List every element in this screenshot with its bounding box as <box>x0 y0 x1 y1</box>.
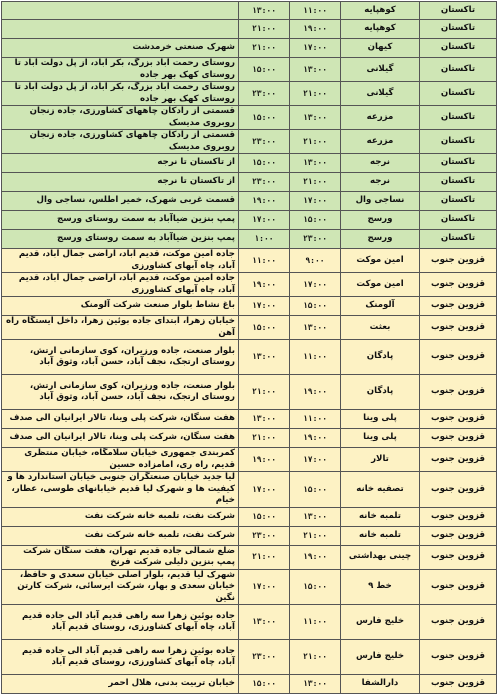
area-cell: پمپ بنزین ضیاآباد به سمت روستای ورسج <box>2 230 239 249</box>
schedule-row <box>2 526 497 545</box>
region-cell: قزوین جنوب <box>420 273 497 297</box>
feeder-cell: گیلانی <box>341 58 420 82</box>
start-time-cell: ۲۱:۰۰ <box>290 82 341 106</box>
schedule-row <box>2 472 497 508</box>
end-time-cell: ۱۹:۰۰ <box>239 192 290 211</box>
end-time-cell: ۱۵:۰۰ <box>239 154 290 173</box>
schedule-row <box>2 316 497 340</box>
feeder-cell: نرجه <box>341 173 420 192</box>
area-cell <box>2 2 239 20</box>
end-time-cell: ۱۵:۰۰ <box>239 58 290 82</box>
area-cell: هفت سنگان، شرکت پلی وینا، تالار ایرانیان الی صدف <box>2 429 239 448</box>
end-time-cell: ۱۹:۰۰ <box>239 448 290 472</box>
start-time-cell: ۱۹:۰۰ <box>290 545 341 569</box>
start-time-cell: ۱۱:۰۰ <box>290 340 341 375</box>
schedule-row <box>2 429 497 448</box>
feeder-cell: امین موکت <box>341 249 420 273</box>
region-cell: قزوین جنوب <box>420 297 497 316</box>
start-time-cell: ۱۱:۰۰ <box>290 2 341 20</box>
start-time-cell: ۲۱:۰۰ <box>290 130 341 154</box>
region-cell: قزوین جنوب <box>420 316 497 340</box>
end-time-cell: ۱۳:۰۰ <box>239 2 290 20</box>
area-cell <box>2 20 239 39</box>
region-cell: تاکستان <box>420 154 497 173</box>
start-time-cell: ۱۵:۰۰ <box>290 297 341 316</box>
start-time-cell: ۱۳:۰۰ <box>290 58 341 82</box>
region-cell: قزوین جنوب <box>420 429 497 448</box>
end-time-cell: ۱۷:۰۰ <box>239 569 290 605</box>
feeder-cell: چینی بهداشتی <box>341 545 420 569</box>
feeder-cell: پلی وینا <box>341 429 420 448</box>
end-time-cell: ۱:۰۰ <box>239 230 290 249</box>
schedule-row <box>2 675 497 694</box>
start-time-cell: ۱۵:۰۰ <box>290 569 341 605</box>
start-time-cell: ۱۵:۰۰ <box>290 211 341 230</box>
end-time-cell: ۱۵:۰۰ <box>239 675 290 694</box>
feeder-cell: تلمبه خانه <box>341 526 420 545</box>
end-time-cell: ۱۵:۰۰ <box>239 507 290 526</box>
area-cell: شرکت نفت، تلمبه خانه شرکت نفت <box>2 526 239 545</box>
region-cell: قزوین جنوب <box>420 340 497 375</box>
start-time-cell: ۲۳:۰۰ <box>290 230 341 249</box>
end-time-cell: ۲۱:۰۰ <box>239 429 290 448</box>
feeder-cell: گیلانی <box>341 82 420 106</box>
region-cell: تاکستان <box>420 130 497 154</box>
start-time-cell: ۱۳:۰۰ <box>290 154 341 173</box>
schedule-row <box>2 106 497 130</box>
region-cell: قزوین جنوب <box>420 249 497 273</box>
start-time-cell: ۱۳:۰۰ <box>290 316 341 340</box>
end-time-cell: ۱۳:۰۰ <box>239 605 290 640</box>
schedule-row <box>2 130 497 154</box>
start-time-cell: ۱۷:۰۰ <box>290 448 341 472</box>
schedule-row <box>2 20 497 39</box>
area-cell: کمربندی جمهوری خیابان سلامگاه، خیابان منتظری قدیم، راه ری، امامزاده حسین <box>2 448 239 472</box>
end-time-cell: ۱۱:۰۰ <box>239 249 290 273</box>
area-cell: ضلع شمالی جاده قدیم تهران، هفت سنگان شرکت پمپ بنزین دلیلی شرکت فرنخ <box>2 545 239 569</box>
feeder-cell: مزرعه <box>341 130 420 154</box>
feeder-cell: نرجه <box>341 154 420 173</box>
area-cell: پمپ بنزین ضیاآباد به سمت روستای ورسج <box>2 211 239 230</box>
start-time-cell: ۱۹:۰۰ <box>290 20 341 39</box>
feeder-cell: پلی وینا <box>341 410 420 429</box>
region-cell: تاکستان <box>420 20 497 39</box>
area-cell: روستای رحمت آباد بزرگ، بکر آباد، از پل دولت آباد تا روستای کهک بهر جاده <box>2 82 239 106</box>
region-cell: تاکستان <box>420 82 497 106</box>
region-cell: قزوین جنوب <box>420 472 497 508</box>
area-cell: شهرک صنعتی خرمدشت <box>2 39 239 58</box>
area-cell: شهرک لیا قدیم، بلوار اصلی خیابان سعدی و حافظ، خیابان سعدی و بهار، شرکت ایرسائی، شرکت کارتن نگین <box>2 569 239 605</box>
feeder-cell: خط ۹ <box>341 569 420 605</box>
schedule-row <box>2 230 497 249</box>
area-cell: قسمت غربی شهرک، خمیر اطلس، نساجی وال <box>2 192 239 211</box>
feeder-cell: ورسج <box>341 211 420 230</box>
end-time-cell: ۱۷:۰۰ <box>239 297 290 316</box>
feeder-cell: کوهپایه <box>341 2 420 20</box>
region-cell: قزوین جنوب <box>420 569 497 605</box>
feeder-cell: تالار <box>341 448 420 472</box>
start-time-cell: ۱۱:۰۰ <box>290 410 341 429</box>
region-cell: تاکستان <box>420 39 497 58</box>
start-time-cell: ۲۱:۰۰ <box>290 526 341 545</box>
schedule-row <box>2 375 497 410</box>
region-cell: قزوین جنوب <box>420 640 497 675</box>
feeder-cell: کوهپایه <box>341 20 420 39</box>
region-cell: تاکستان <box>420 192 497 211</box>
region-cell: قزوین جنوب <box>420 605 497 640</box>
schedule-row <box>2 2 497 20</box>
region-cell: تاکستان <box>420 230 497 249</box>
schedule-row <box>2 273 497 297</box>
end-time-cell: ۱۳:۰۰ <box>239 340 290 375</box>
area-cell: بلوار صنعت، جاده ورزیران، کوی سازمانی ارتش، روستای ارتجک، نجف آباد، حسن آباد، وثوق آباد <box>2 340 239 375</box>
end-time-cell: ۲۱:۰۰ <box>239 20 290 39</box>
feeder-cell: خلیج فارس <box>341 640 420 675</box>
feeder-cell: ورسج <box>341 230 420 249</box>
feeder-cell: پادگان <box>341 340 420 375</box>
region-cell: قزوین جنوب <box>420 675 497 694</box>
region-cell: قزوین جنوب <box>420 410 497 429</box>
end-time-cell: ۱۵:۰۰ <box>239 106 290 130</box>
feeder-cell: بعثت <box>341 316 420 340</box>
feeder-cell: آلومنک <box>341 297 420 316</box>
start-time-cell: ۲۱:۰۰ <box>290 640 341 675</box>
schedule-row <box>2 605 497 640</box>
area-cell: از تاکستان تا نرجه <box>2 173 239 192</box>
area-cell: قسمتی از رادکان چاههای کشاورزی، جاده زنجان روبروی مدیسک <box>2 130 239 154</box>
end-time-cell: ۲۳:۰۰ <box>239 82 290 106</box>
start-time-cell: ۱۵:۰۰ <box>290 472 341 508</box>
schedule-row <box>2 410 497 429</box>
end-time-cell: ۲۱:۰۰ <box>239 39 290 58</box>
start-time-cell: ۱۷:۰۰ <box>290 273 341 297</box>
end-time-cell: ۲۳:۰۰ <box>239 173 290 192</box>
schedule-row <box>2 39 497 58</box>
end-time-cell: ۱۷:۰۰ <box>239 472 290 508</box>
end-time-cell: ۱۵:۰۰ <box>239 316 290 340</box>
feeder-cell: کیهان <box>341 39 420 58</box>
schedule-row <box>2 297 497 316</box>
start-time-cell: ۹:۰۰ <box>290 249 341 273</box>
start-time-cell: ۱۹:۰۰ <box>290 375 341 410</box>
schedule-row <box>2 192 497 211</box>
area-cell: جاده امین موکت، قدیم آباد، اراضی جمال آباد، قدیم آباد، چاه آبهای کشاورزی <box>2 249 239 273</box>
start-time-cell: ۱۹:۰۰ <box>290 429 341 448</box>
feeder-cell: خلیج فارس <box>341 605 420 640</box>
region-cell: قزوین جنوب <box>420 526 497 545</box>
region-cell: تاکستان <box>420 173 497 192</box>
area-cell: از تاکستان تا نرجه <box>2 154 239 173</box>
region-cell: تاکستان <box>420 2 497 20</box>
start-time-cell: ۲۱:۰۰ <box>290 173 341 192</box>
feeder-cell: تصفیه خانه <box>341 472 420 508</box>
area-cell: جاده امین موکت، قدیم آباد، اراضی جمال آباد، قدیم آباد، چاه آبهای کشاورزی <box>2 273 239 297</box>
end-time-cell: ۲۳:۰۰ <box>239 526 290 545</box>
end-time-cell: ۲۱:۰۰ <box>239 375 290 410</box>
schedule-row <box>2 58 497 82</box>
schedule-row <box>2 340 497 375</box>
schedule-row <box>2 640 497 675</box>
region-cell: تاکستان <box>420 58 497 82</box>
feeder-cell: دارالشفا <box>341 675 420 694</box>
feeder-cell: امین موکت <box>341 273 420 297</box>
area-cell: شرکت نفت، تلمبه خانه شرکت نفت <box>2 507 239 526</box>
area-cell: روستای رحمت آباد بزرگ، بکر آباد، از پل دولت آباد تا روستای کهک بهر جاده <box>2 58 239 82</box>
region-cell: قزوین جنوب <box>420 375 497 410</box>
area-cell: بلوار صنعت، جاده ورزیران، کوی سازمانی ارتش، روستای ارتجک، نجف آباد، حسن آباد، وثوق آباد <box>2 375 239 410</box>
region-cell: تاکستان <box>420 211 497 230</box>
outage-schedule-table <box>1 1 497 694</box>
start-time-cell: ۱۱:۰۰ <box>290 605 341 640</box>
start-time-cell: ۱۷:۰۰ <box>290 192 341 211</box>
feeder-cell: پادگان <box>341 375 420 410</box>
feeder-cell: مزرعه <box>341 106 420 130</box>
start-time-cell: ۱۳:۰۰ <box>290 106 341 130</box>
end-time-cell: ۱۹:۰۰ <box>239 273 290 297</box>
schedule-row <box>2 82 497 106</box>
schedule-row <box>2 173 497 192</box>
area-cell: قسمتی از رادکان چاههای کشاورزی، جاده زنجان روبروی مدیسک <box>2 106 239 130</box>
region-cell: قزوین جنوب <box>420 507 497 526</box>
area-cell: باغ نشاط بلوار صنعت شرکت آلومنک <box>2 297 239 316</box>
feeder-cell: تلمبه خانه <box>341 507 420 526</box>
end-time-cell: ۲۳:۰۰ <box>239 640 290 675</box>
area-cell: جاده بوئین زهرا سه راهی قدیم آباد الی جاده قدیم آباد، چاه آبهای کشاورزی، روستای قدیم آباد <box>2 605 239 640</box>
end-time-cell: ۲۳:۰۰ <box>239 130 290 154</box>
schedule-row <box>2 507 497 526</box>
region-cell: قزوین جنوب <box>420 545 497 569</box>
start-time-cell: ۱۳:۰۰ <box>290 507 341 526</box>
start-time-cell: ۱۳:۰۰ <box>290 675 341 694</box>
area-cell: لیا جدید خیابان صنعتگران جنوبی خیابان استاندارد ها و کیفیت ها و شهرک لیا قدیم خیابانهای طوسی، عطار، خیام <box>2 472 239 508</box>
region-cell: قزوین جنوب <box>420 448 497 472</box>
schedule-row <box>2 249 497 273</box>
schedule-row <box>2 545 497 569</box>
schedule-row <box>2 211 497 230</box>
schedule-row <box>2 569 497 605</box>
schedule-row <box>2 448 497 472</box>
area-cell: هفت سنگان، شرکت پلی وینا، تالار ایرانیان الی صدف <box>2 410 239 429</box>
end-time-cell: ۱۳:۰۰ <box>239 410 290 429</box>
area-cell: خیابان زهرا، ابتدای جاده بوئین زهرا، داخل ایستگاه راه آهن <box>2 316 239 340</box>
schedule-row <box>2 154 497 173</box>
region-cell: تاکستان <box>420 106 497 130</box>
area-cell: خیابان تربیت بدنی، هلال احمر <box>2 675 239 694</box>
end-time-cell: ۲۱:۰۰ <box>239 545 290 569</box>
start-time-cell: ۱۷:۰۰ <box>290 39 341 58</box>
end-time-cell: ۱۷:۰۰ <box>239 211 290 230</box>
schedule-body <box>2 2 497 694</box>
feeder-cell: نساجی وال <box>341 192 420 211</box>
area-cell: جاده بوئین زهرا سه راهی قدیم آباد الی جاده قدیم آباد، چاه آبهای کشاورزی، روستای قدیم آباد <box>2 640 239 675</box>
